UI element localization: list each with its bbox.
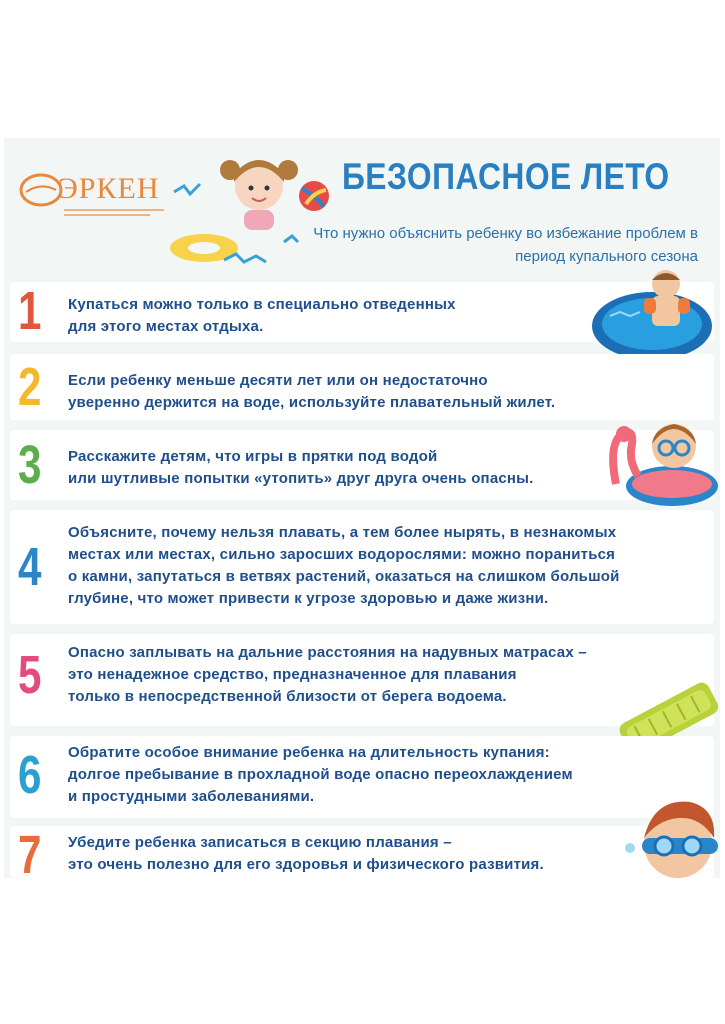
item-text-line: Купаться можно только в специально отведенных	[68, 296, 456, 313]
logo-tagline-graphic	[64, 208, 164, 218]
item-number: 4	[18, 537, 42, 597]
item-number: 1	[18, 281, 42, 341]
item-text-line: или шутливые попытки «утопить» друг друга очень опасны.	[68, 470, 534, 487]
item-text-line: для этого местах отдыха.	[68, 318, 264, 335]
list-item	[4, 736, 720, 818]
boy-in-pool-illustration	[590, 266, 720, 368]
item-text-line: только в непосредственной близости от берега водоема.	[68, 688, 507, 705]
item-text-line: о камни, запутаться в ветвях растений, оказаться на слишком большой	[68, 568, 620, 585]
item-number: 7	[18, 825, 42, 878]
page-subtitle: Что нужно объяснить ребенку во избежание проблем в период купального сезона	[313, 225, 698, 265]
item-text-line: местах или местах, сильно заросших водорослями: можно пораниться	[68, 546, 616, 563]
list-item	[4, 510, 720, 624]
boy-with-goggles-illustration	[620, 788, 720, 878]
list-item	[4, 354, 720, 420]
item-text-line: Обратите особое внимание ребенка на длительность купания:	[68, 744, 550, 761]
item-text-line: уверенно держится на воде, используйте плавательный жилет.	[68, 394, 556, 411]
item-text-line: Объясните, почему нельзя плавать, а тем более нырять, в незнакомых	[68, 524, 617, 541]
item-number: 5	[18, 645, 42, 705]
girl-with-flamingo-float-illustration	[602, 414, 720, 510]
item-number: 6	[18, 745, 42, 805]
logo-brand: ЭРКЕН	[58, 172, 160, 205]
item-number: 3	[18, 435, 42, 495]
poster	[4, 138, 720, 878]
page-title: БЕЗОПАСНОЕ ЛЕТО	[342, 156, 670, 197]
item-text-line: Если ребенку меньше десяти лет или он недостаточно	[68, 372, 488, 389]
list-item	[4, 634, 720, 726]
list-item	[4, 826, 720, 878]
item-number: 2	[18, 357, 42, 417]
item-text-line: это ненадежное средство, предназначенное для плавания	[68, 666, 517, 683]
item-text-line: долгое пребывание в прохладной воде опасно переохлаждением	[68, 766, 573, 783]
item-text-line: глубине, что может привести к угрозе здоровью и даже жизни.	[68, 590, 549, 607]
item-text-line: Опасно заплывать на дальние расстояния на надувных матрасах –	[68, 644, 587, 661]
item-text-line: и простудными заболеваниями.	[68, 788, 315, 805]
item-text-line: Убедите ребенка записаться в секцию плавания –	[68, 834, 452, 851]
item-text-line: Расскажите детям, что игры в прятки под водой	[68, 448, 438, 465]
logo	[14, 160, 160, 220]
item-text-line: это очень полезно для его здоровья и физического развития.	[68, 856, 544, 873]
